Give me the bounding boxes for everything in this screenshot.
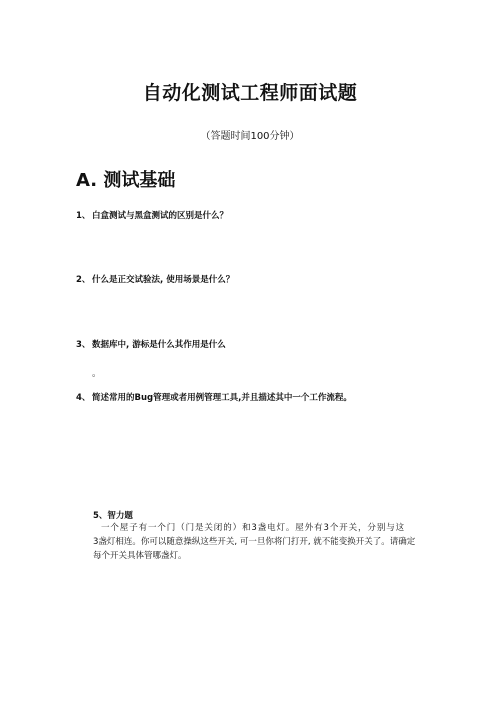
question-text: 白盒测试与黑盒测试的区别是什么？ — [92, 211, 229, 221]
question-number: 4、 — [76, 393, 91, 403]
question-2 — [76, 273, 234, 285]
section-heading: A. 测试基础 — [76, 170, 176, 191]
question-1 — [76, 209, 228, 221]
iq-line: 一个屋子有一个门（门是关闭的）和3盏电灯。屋外有3个开关，分别与这 — [101, 523, 406, 533]
iq-line: 每个开关具体管哪盏灯。 — [93, 551, 187, 561]
page-title: 自动化测试工程师面试题 — [142, 82, 358, 104]
iq-line: 3盏灯相连。你可以随意操纵这些开关, 可一旦你将门打开, 就不能变换开关了。请确定 — [93, 537, 416, 547]
question-3 — [76, 338, 226, 350]
iq-question-body — [93, 521, 425, 563]
question-text: 简述常用的Bug管理或者用例管理工具,并且描述其中一个工作流程。 — [92, 393, 352, 403]
question-4 — [76, 391, 352, 403]
question-number: 2、 — [76, 275, 91, 285]
question-text: 什么是正交试验法, 使用场景是什么？ — [92, 275, 235, 285]
question-number: 3、 — [76, 340, 91, 350]
question-3-continuation: 。 — [92, 369, 102, 379]
question-text: 数据库中, 游标是什么其作用是什么 — [92, 340, 226, 350]
page-subtitle: （答题时间100分钟） — [200, 131, 300, 142]
question-number: 1、 — [76, 211, 91, 221]
iq-question-heading: 5、智力题 — [93, 511, 133, 521]
